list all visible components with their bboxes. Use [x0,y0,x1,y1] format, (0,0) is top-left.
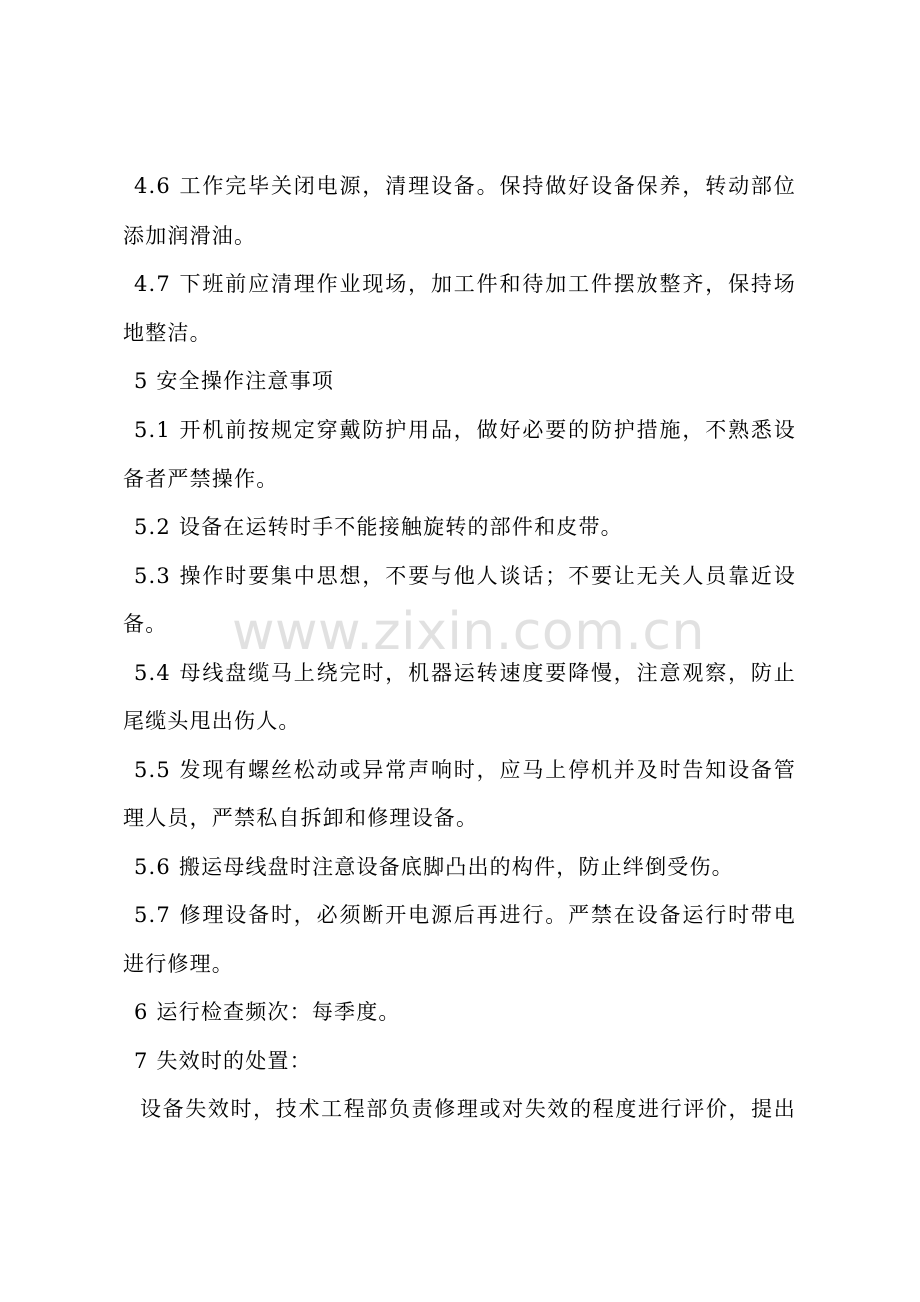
paragraph-5-7-line-2: 进行修理。 [123,952,234,976]
paragraph-4-6-line-1: 4.6 工作完毕关闭电源，清理设备。保持做好设备保养，转动部位 [134,174,796,198]
paragraph-5-5-line-2: 理人员，严禁私自拆卸和修理设备。 [123,806,479,830]
paragraph-4-6-line-2: 添加润滑油。 [123,224,257,248]
paragraph-5-3-line-1: 5.3 操作时要集中思想，不要与他人谈话；不要让无关人员靠近设 [134,564,796,588]
watermark: www.zixin.com.cn [232,602,705,662]
paragraph-5-6: 5.6 搬运母线盘时注意设备底脚凸出的构件，防止绊倒受伤。 [134,855,734,879]
paragraph-5-4-line-2: 尾缆头甩出伤人。 [123,709,301,733]
paragraph-5-7-line-1: 5.7 修理设备时，必须断开电源后再进行。严禁在设备运行时带电 [134,903,796,927]
paragraph-5-3-line-2: 备。 [123,612,168,636]
paragraph-5-5-line-1: 5.5 发现有螺丝松动或异常声响时，应马上停机并及时告知设备管 [134,758,796,782]
paragraph-4-7-line-2: 地整洁。 [123,321,212,345]
section-6-heading: 6 运行检查频次：每季度。 [134,1000,401,1024]
paragraph-5-1-line-2: 备者严禁操作。 [123,467,279,491]
section-7-heading: 7 失效时的处置： [134,1049,312,1073]
paragraph-5-4-line-1: 5.4 母线盘缆马上绕完时，机器运转速度要降慢，注意观察，防止 [134,661,796,685]
section-7-paragraph-line-1: 设备失效时，技术工程部负责修理或对失效的程度进行评价，提出 [140,1097,796,1121]
section-5-heading: 5 安全操作注意事项 [134,369,335,393]
paragraph-5-1-line-1: 5.1 开机前按规定穿戴防护用品，做好必要的防护措施，不熟悉设 [134,418,796,442]
paragraph-5-2: 5.2 设备在运转时手不能接触旋转的部件和皮带。 [134,515,623,539]
paragraph-4-7-line-1: 4.7 下班前应清理作业现场，加工件和待加工件摆放整齐，保持场 [134,272,796,296]
